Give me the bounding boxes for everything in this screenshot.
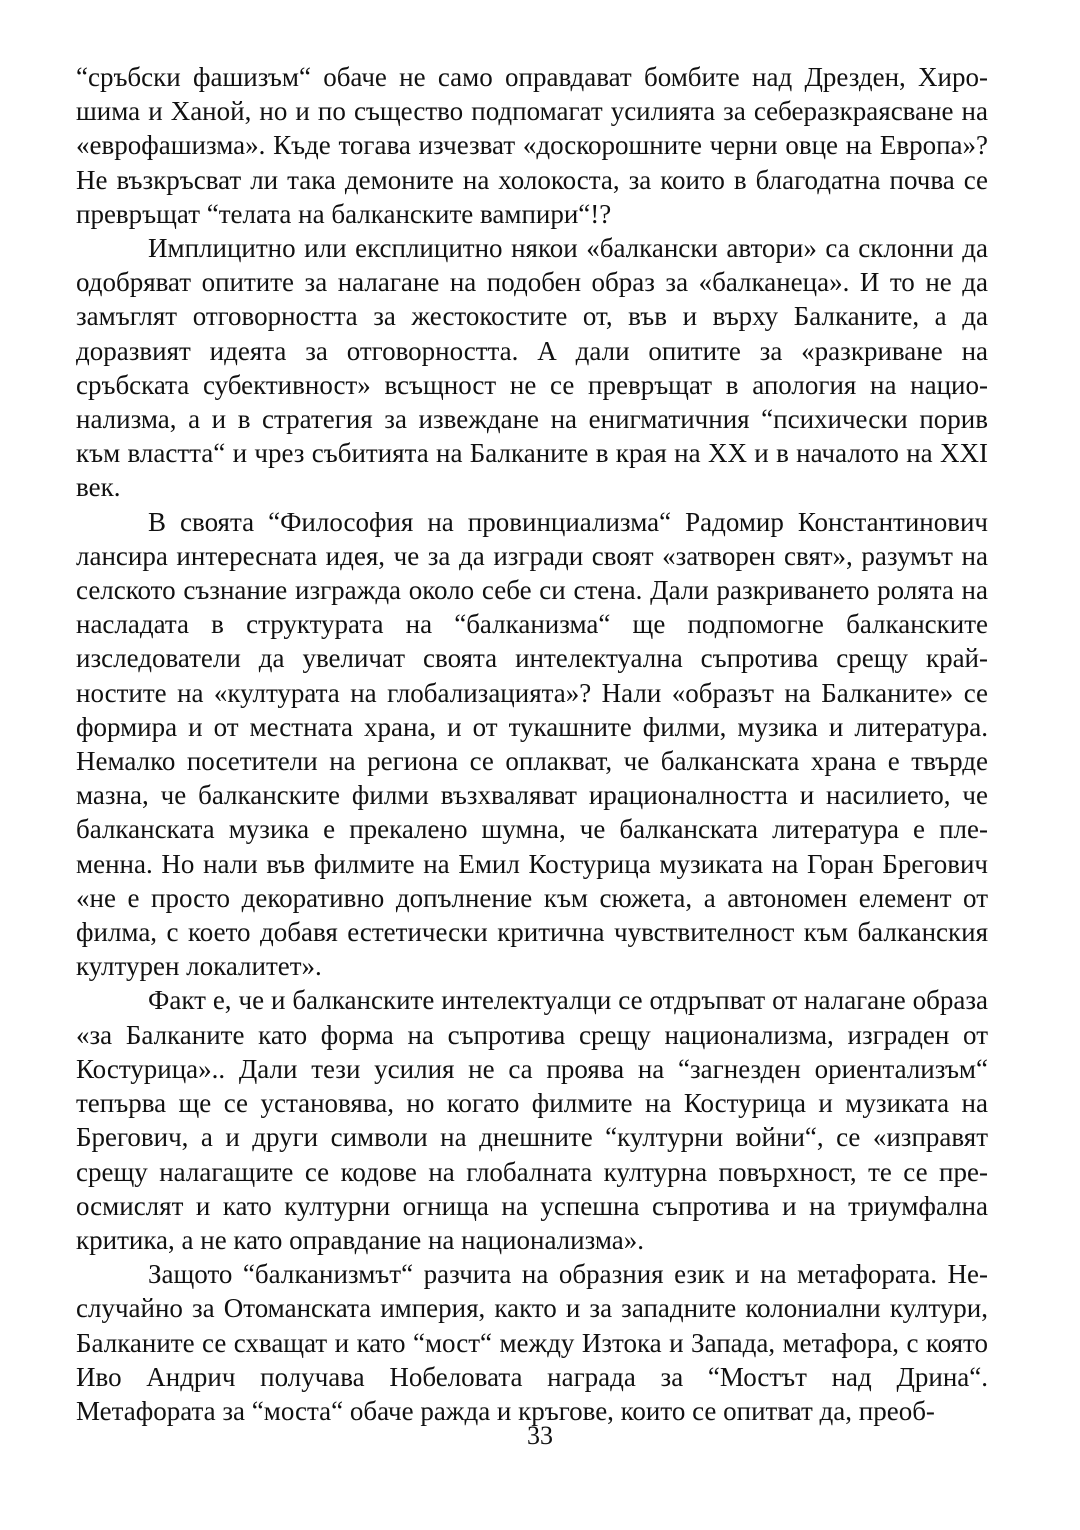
page-number: 33: [527, 1421, 553, 1450]
paragraph-4: Факт е, че и балканските интелектуалци се отдръпват от налагане образа «за Балканите като форма на съпротива срещу национализма, изграден от Костурица».. Дали тези усилия не са проява на “загнезден ориентализъм“ тепърва ще се установява, но когато филмите на Костурица и музиката на Брегович, а и други символи на днешните “културни войни“, се «изправят срещу налагащите се кодове на глобалната културна повърхност, те се преосмислят и като културни огнища на успешна съпротива и на триумфална критика, а не като оправдание на национализма».: [76, 985, 988, 1255]
paragraph-5: Защото “балканизмът“ разчита на образния език и на метафората. Неслучайно за Отоманската империя, както и за западните колониални култури, Балканите се схващат и като “мост“ между Изтока и Запада, метафора, с която Иво Андрич получава Нобеловата награда за “Мостът над Дрина“. Метафората за “моста“ обаче ражда и кръгове, които се опитват да, преоб-: [76, 1259, 988, 1426]
paragraph-2: Имплицитно или експлицитно някои «балкански автори» са склонни да одобряват опитите за налагане на подобен образ за «балканеца». И то не да замъглят отговорността за жестокостите от, във и върху Балканите, а да доразвият идеята за отговорността. А дали опитите за «разкриване на сръбската субективност» всъщност не се превръщат в апология на национализма, а и в стратегия за извеждане на енигматичния “психически порив към властта“ и чрез събитията на Балканите в края на XX и в началото на XXI век.: [76, 233, 988, 503]
paragraph-1: “сръбски фашизъм“ обаче не само оправдават бомбите над Дрезден, Хирошима и Ханой, но и по същество подпомагат усилията за себеразкраясване на «еврофашизма». Къде тогава изчезват «доскорошните черни овце на Европа»? Не възкръсват ли така демоните на холокоста, за които в благодатна почва се превръщат “телата на балканските вампири“!?: [76, 62, 988, 229]
page-body: [76, 60, 988, 1428]
paragraph-3: В своята “Философия на провинциализма“ Радомир Константинович лансира интересната идея, че за да изгради своят «затворен свят», разумът на селското съзнание изгражда около себе си стена. Дали разкриването ролята на насладата в структурата на “балканизма“ ще подпомогне балканските изследователи да увеличат своята интелектуална съпротива срещу крайностите на «културата на глобализацията»? Нали «образът на Балканите» се формира и от местната храна, и от тукашните филми, музика и литература. Немалко посетители на региона се оплакват, че балканската храна е твърде мазна, че балканските филми възхваляват ирационалността и насилието, че балканската музика е прекалено шумна, че балканската литература е племенна. Но нали във филмите на Емил Костурица музиката на Горан Брегович «не е просто декоративно допълнение към сюжета, а автономен елемент от филма, с което добавя естетически критична чувствителност към балканския културен локалитет».: [76, 506, 988, 982]
